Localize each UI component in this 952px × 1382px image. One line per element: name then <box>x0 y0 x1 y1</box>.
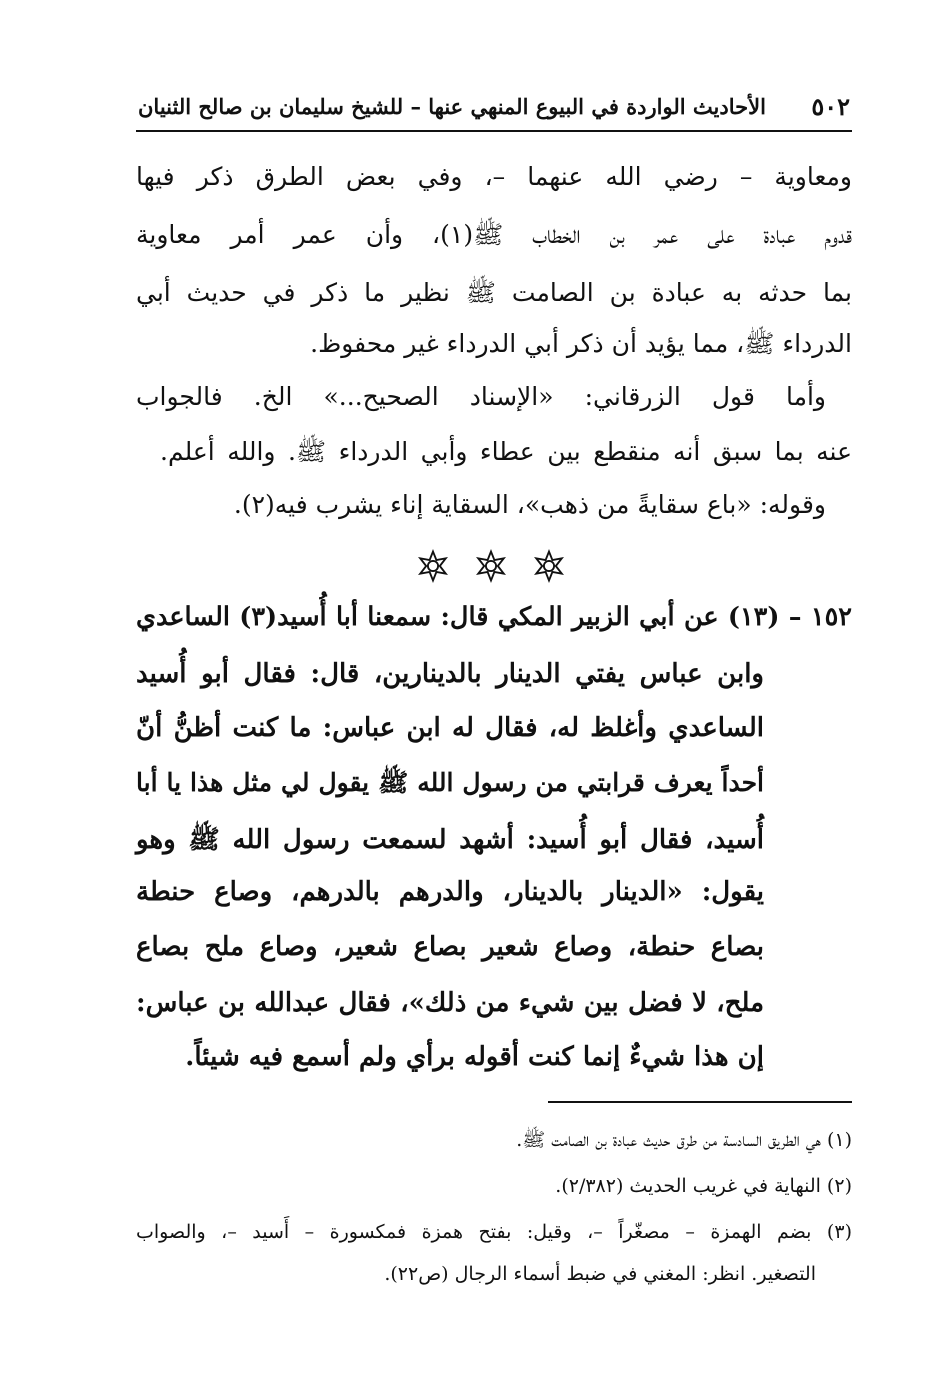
hadith-line: أُسيد، فقال أبو أُسيد: أشهد لسمعت رسول الله ﷺ وهو <box>136 825 764 855</box>
footnote: التصغير. انظر: المغني في ضبط أسماء الرجال (ص٢٢). <box>384 1263 816 1285</box>
flower-ornament-icon <box>474 549 508 583</box>
page-number: ٥٠٢ <box>811 92 850 121</box>
body-line: قدوم عبادة على عمر بن الخطاب ﷺ(١)، وأن عمر أمر معاوية <box>136 220 852 249</box>
running-header-title: الأحاديث الواردة في البيوع المنهي عنها – للشيخ سليمان بن صالح الثنيان <box>138 94 766 119</box>
hadith-line: إن هذا شيءٌ إنما كنت أقوله برأي ولم أسمع فيه شيئاً. <box>185 1042 764 1072</box>
hadith-line: يقول: «الدينار بالدينار، والدرهم بالدرهم، وصاع حنطة <box>136 877 764 907</box>
hadith-line: الساعدي وأغلظ له، فقال له ابن عباس: ما كنت أظنُّ أنّ <box>136 713 764 743</box>
hadith-line: ١٥٢ – (١٣) عن أبي الزبير المكي قال: سمعنا أبا أُسيد(٣) الساعدي <box>136 602 852 632</box>
body-line: وقوله: «باع سقايةً من ذهب»، السقاية إناء يشرب فيه(٢). <box>233 490 826 519</box>
footnote: (١) هي الطريق السادسة من طرق حديث عبادة بن الصامت ﷺ. <box>516 1129 852 1151</box>
hadith-line: بصاع حنطة، وصاع شعير بصاع شعير، وصاع ملح بصاع <box>136 932 764 962</box>
body-line: بما حدثه به عبادة بن الصامت ﷺ نظير ما ذكر في حديث أبي <box>136 278 852 307</box>
hadith-line: أحداً يعرف قرابتي من رسول الله ﷺ يقول لي مثل هذا يا أبا <box>136 768 764 797</box>
body-line: وأما قول الزرقاني: «الإسناد الصحيح...» الخ. فالجواب <box>136 382 826 411</box>
section-ornaments <box>416 546 566 586</box>
footnote: (٣) بضم الهمزة – مصغّراً –، وقيل: بفتح همزة فمكسورة – أَسيد –، والصواب <box>136 1221 852 1243</box>
body-line: عنه بما سبق أنه منقطع بين عطاء وأبي الدرداء ﷺ. والله أعلم. <box>160 437 852 466</box>
running-header <box>136 86 852 132</box>
hadith-line: ملح، لا فضل بين شيء من ذلك»، فقال عبدالله بن عباس: <box>136 988 764 1018</box>
body-line: الدرداء ﷺ، مما يؤيد أن ذكر أبي الدرداء غير محفوظ. <box>310 329 852 358</box>
hadith-line: وابن عباس يفتي الدينار بالدينارين، قال: فقال أبو أُسيد <box>136 659 764 689</box>
footnote: (٢) النهاية في غريب الحديث (٢/٣٨٢). <box>555 1175 852 1197</box>
flower-ornament-icon <box>416 549 450 583</box>
footnote-separator <box>548 1101 852 1103</box>
flower-ornament-icon <box>532 549 566 583</box>
body-line: ومعاوية – رضي الله عنهما –، وفي بعض الطرق ذكر فيها <box>136 162 852 191</box>
